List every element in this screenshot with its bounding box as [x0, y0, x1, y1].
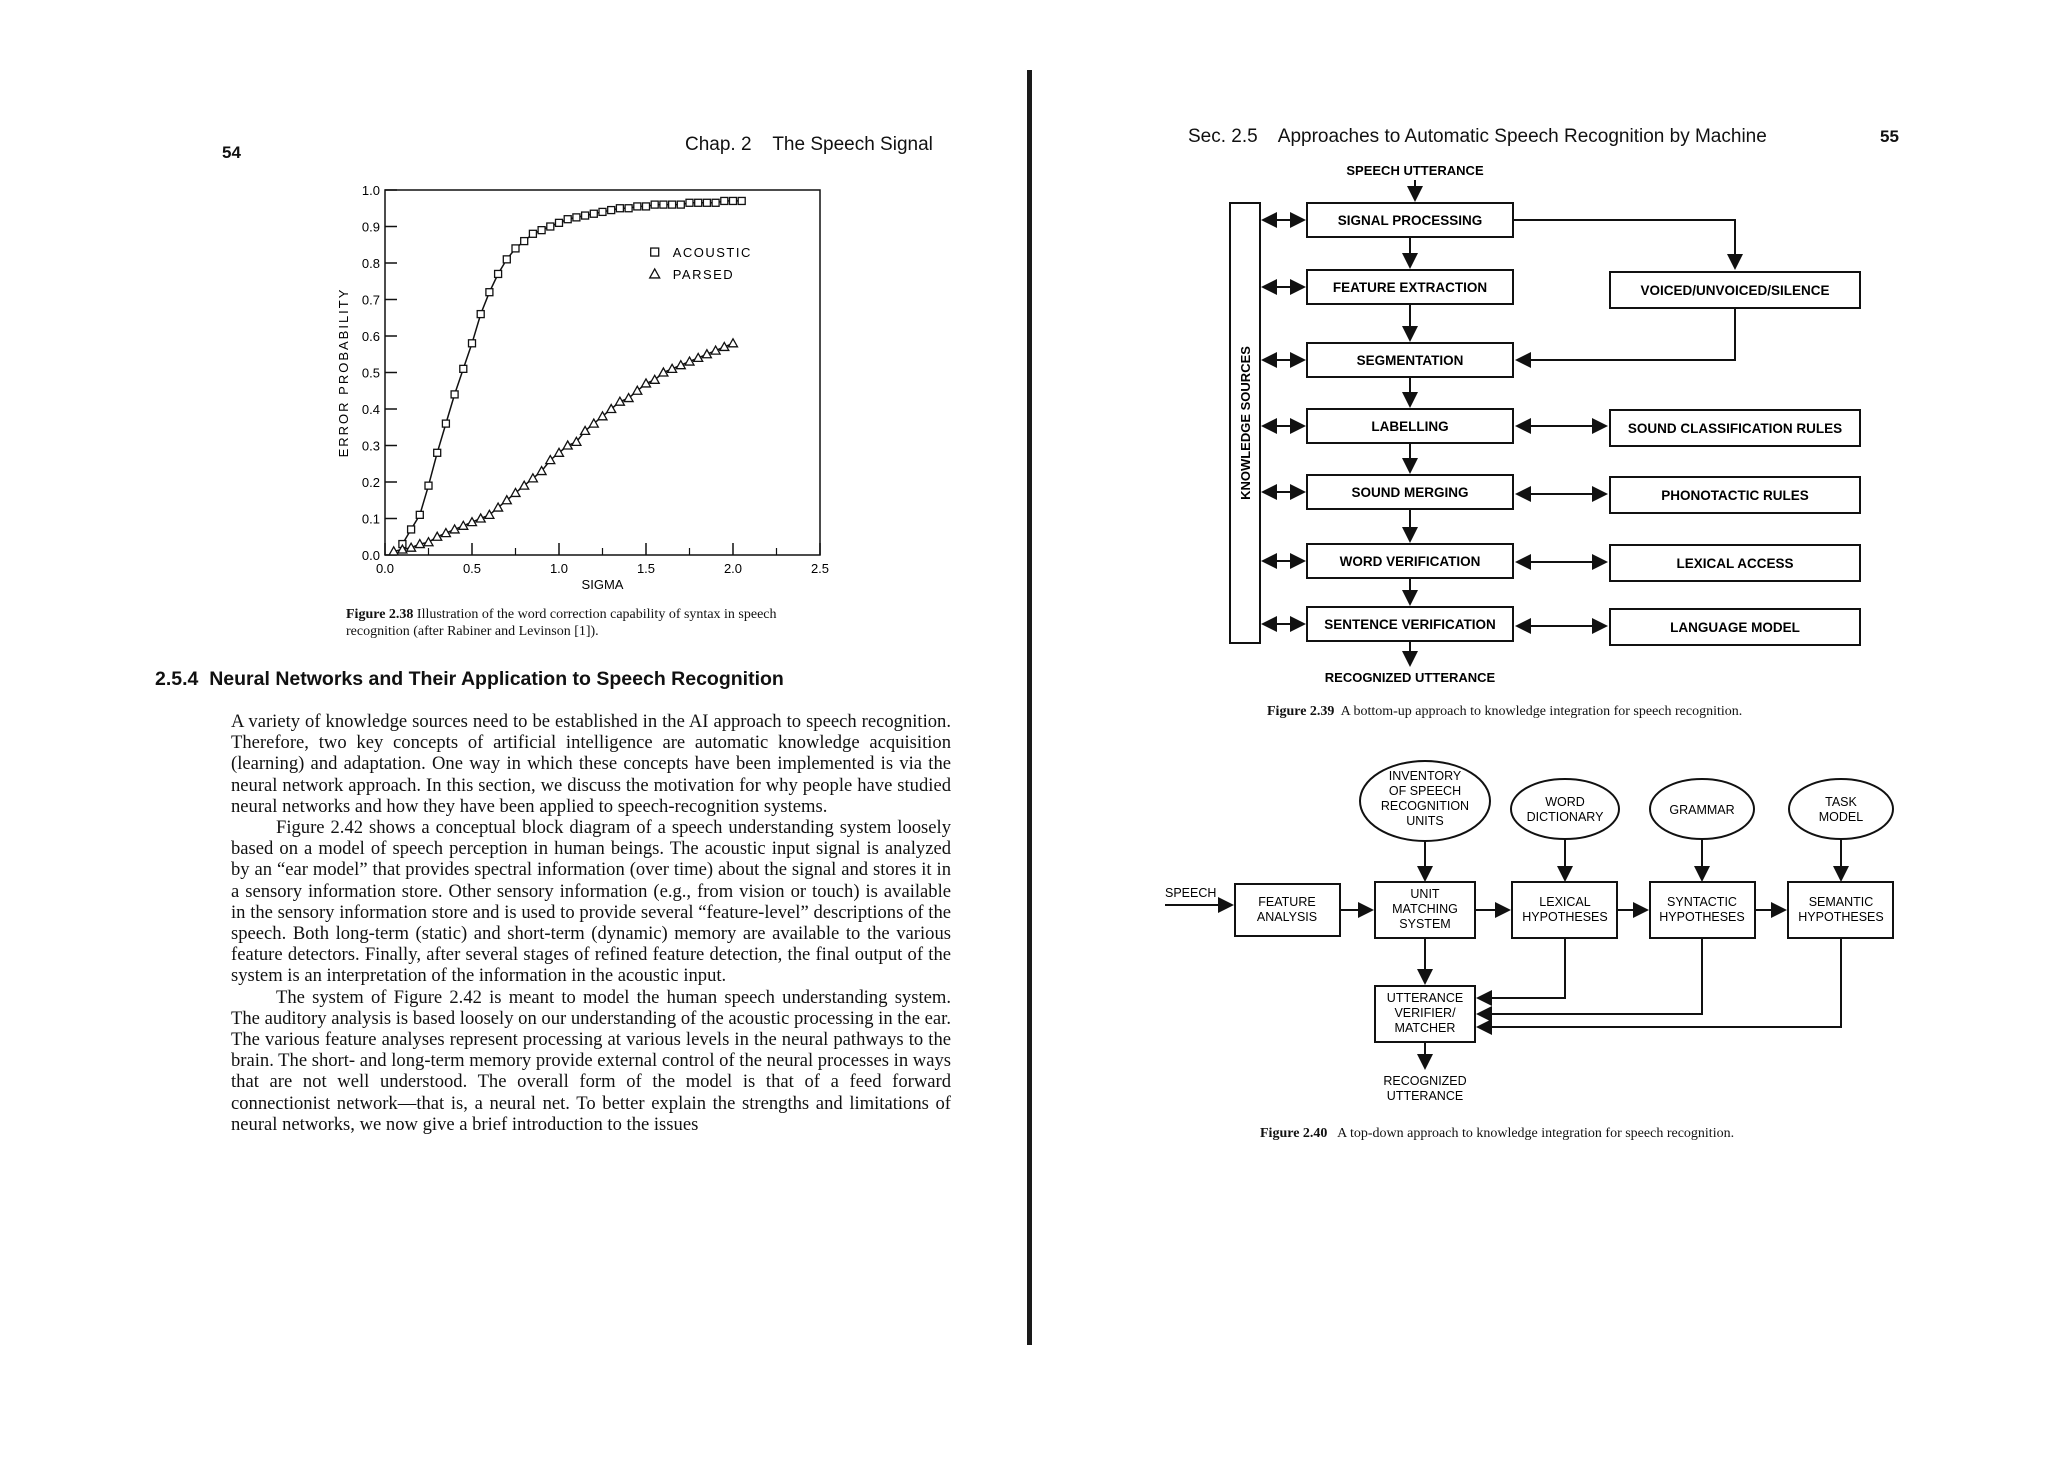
series-curve-parsed	[394, 343, 733, 551]
acoustic-point	[608, 207, 615, 214]
svg-text:FEATURE: FEATURE	[1258, 895, 1316, 909]
parsed-point	[468, 518, 477, 526]
acoustic-point	[703, 199, 710, 206]
acoustic-point	[634, 203, 641, 210]
oval-inventory-of-speech-units	[1360, 761, 1490, 841]
acoustic-point	[590, 210, 597, 217]
right-running-head: Sec. 2.5 Approaches to Automatic Speech Recognition by Machine	[1188, 126, 1767, 147]
acoustic-point	[651, 201, 658, 208]
oval-grammar	[1650, 779, 1754, 839]
acoustic-point	[486, 289, 493, 296]
parsed-point	[694, 353, 703, 361]
paragraph-1: A variety of knowledge sources need to be established in the AI approach to speech recognition. Therefore, two key concepts of artificial intelligence are automatic knowledge acquisition (learning) and adaptation. One way in which these concepts have been implemented is via the neural network approach. In this section, we discuss the motivation for why people have studied neural networks and how they have been applied to speech-recognition systems.	[231, 711, 951, 817]
book-spine	[1027, 70, 1032, 1345]
svg-text:FEATURE EXTRACTION: FEATURE EXTRACTION	[1332, 280, 1488, 295]
main-block-signal-processing	[1307, 203, 1513, 237]
figure-2-38-caption-label: Figure 2.38	[346, 607, 414, 622]
parsed-point	[441, 529, 450, 537]
oval-word-dictionary	[1511, 779, 1619, 839]
body-text	[231, 711, 951, 1135]
side-block-lexical-access	[1610, 545, 1860, 581]
left-running-head: Chap. 2 The Speech Signal	[685, 134, 933, 155]
acoustic-point	[529, 230, 536, 237]
acoustic-point	[416, 511, 423, 518]
svg-text:SOUND MERGING: SOUND MERGING	[1351, 485, 1469, 500]
figure-2-39-caption-label: Figure 2.39	[1267, 704, 1335, 719]
figure-2-40-caption-label: Figure 2.40	[1260, 1126, 1328, 1141]
y-axis-label: ERROR PROBABILITY	[336, 287, 351, 458]
svg-text:LABELLING: LABELLING	[1371, 419, 1449, 434]
acoustic-point	[442, 420, 449, 427]
recognized-utterance-output-line2: UTTERANCE	[1386, 1089, 1464, 1103]
left-page-number: 54	[222, 143, 241, 162]
block-unit-matching-system	[1375, 882, 1475, 938]
acoustic-point	[643, 203, 650, 210]
acoustic-point	[503, 256, 510, 263]
acoustic-point	[521, 238, 528, 245]
acoustic-point	[512, 245, 519, 252]
figure-2-38-chart	[330, 175, 830, 595]
figure-2-39-caption	[1267, 703, 1742, 720]
parsed-point	[729, 339, 738, 347]
side-block-sound-classification-rules	[1610, 410, 1860, 446]
figure-2-39-diagram	[1220, 160, 1880, 700]
acoustic-point	[738, 197, 745, 204]
y-tick-label: 0.3	[361, 438, 380, 454]
main-block-sound-merging	[1307, 475, 1513, 509]
main-block-sentence-verification	[1307, 607, 1513, 641]
acoustic-point	[556, 219, 563, 226]
acoustic-point	[573, 214, 580, 221]
acoustic-point	[460, 365, 467, 372]
svg-text:VOICED/UNVOICED/SILENCE: VOICED/UNVOICED/SILENCE	[1640, 283, 1830, 298]
acoustic-point	[686, 199, 693, 206]
y-tick-label: 0.7	[361, 292, 380, 308]
parsed-point	[424, 538, 433, 546]
svg-text:UNITS: UNITS	[1406, 814, 1444, 828]
svg-text:SYSTEM: SYSTEM	[1399, 917, 1451, 931]
acoustic-point	[677, 201, 684, 208]
svg-text:UNIT: UNIT	[1410, 887, 1440, 901]
x-tick-label: 2.5	[810, 561, 830, 576]
oval-task-model	[1789, 779, 1893, 839]
y-tick-label: 0.6	[361, 329, 380, 344]
block-syntactic-hypotheses	[1650, 882, 1755, 938]
svg-text:UTTERANCE: UTTERANCE	[1386, 991, 1464, 1005]
chart-plot-area	[336, 183, 829, 592]
y-tick-label: 0.8	[361, 256, 380, 271]
svg-text:SYNTACTIC: SYNTACTIC	[1667, 895, 1737, 909]
x-axis-label: SIGMA	[581, 577, 624, 592]
svg-text:MATCHER: MATCHER	[1394, 1021, 1456, 1035]
x-tick-label: 0.5	[462, 561, 482, 576]
side-block-phonotactic-rules	[1610, 477, 1860, 513]
svg-text:HYPOTHESES: HYPOTHESES	[1798, 910, 1884, 924]
main-block-labelling	[1307, 409, 1513, 443]
side-block-language-model	[1610, 609, 1860, 645]
y-tick-label: 1.0	[361, 183, 380, 198]
knowledge-sources-label: KNOWLEDGE SOURCES	[1238, 346, 1253, 500]
block-utterance-verifier-matcher	[1375, 986, 1475, 1042]
acoustic-point	[477, 311, 484, 318]
acoustic-point	[495, 270, 502, 277]
svg-text:RECOGNITION: RECOGNITION	[1380, 799, 1470, 813]
svg-text:SENTENCE VERIFICATION: SENTENCE VERIFICATION	[1324, 617, 1496, 632]
figure-2-38-caption	[346, 606, 826, 640]
svg-text:INVENTORY: INVENTORY	[1388, 769, 1462, 783]
block-semantic-hypotheses	[1788, 882, 1893, 938]
parsed-point	[450, 525, 459, 533]
x-tick-label: 1.5	[636, 561, 656, 576]
acoustic-point	[712, 199, 719, 206]
svg-text:TASK: TASK	[1825, 795, 1857, 809]
svg-text:SIGNAL PROCESSING: SIGNAL PROCESSING	[1337, 213, 1483, 228]
section-heading: 2.5.4 Neural Networks and Their Application to Speech Recognition	[155, 668, 784, 690]
svg-text:DICTIONARY: DICTIONARY	[1526, 810, 1604, 824]
y-tick-label: 0.1	[361, 511, 380, 527]
svg-text:ANALYSIS: ANALYSIS	[1256, 910, 1318, 924]
svg-text:PHONOTACTIC RULES: PHONOTACTIC RULES	[1661, 488, 1809, 503]
svg-text:SEMANTIC: SEMANTIC	[1808, 895, 1874, 909]
speech-utterance-label: SPEECH UTTERANCE	[1346, 163, 1484, 178]
acoustic-point	[625, 205, 632, 212]
x-tick-label: 2.0	[723, 561, 743, 576]
acoustic-point	[616, 205, 623, 212]
figure-2-40-caption-text: A top-down approach to knowledge integration for speech recognition.	[1337, 1126, 1735, 1141]
svg-text:WORD: WORD	[1545, 795, 1585, 809]
x-tick-label: 0.0	[375, 561, 395, 576]
right-page-number: 55	[1880, 127, 1899, 146]
acoustic-point	[669, 201, 676, 208]
figure-2-39-caption-text: A bottom-up approach to knowledge integration for speech recognition.	[1340, 704, 1743, 719]
paragraph-3: The system of Figure 2.42 is meant to model the human speech understanding system. The auditory analysis is based loosely on our understanding of the acoustic processing in the ear. The various feature analyses represent processing at various levels in the neural pathways to the brain. The short- and long-term memory provide external control of the neural processes in ways that are not well understood. The overall form of the model is that of a feed forward connectionist network—that is, a neural net. To better explain the strengths and limitations of neural networks, we now give a brief introduction to the issues	[231, 986, 951, 1135]
acoustic-point	[582, 212, 589, 219]
main-block-segmentation	[1307, 343, 1513, 377]
acoustic-point	[434, 449, 441, 456]
block-feature-analysis	[1235, 884, 1340, 936]
recognized-utterance-output-line1: RECOGNIZED	[1383, 1074, 1467, 1088]
svg-text:HYPOTHESES: HYPOTHESES	[1522, 910, 1608, 924]
y-tick-label: 0.0	[361, 548, 380, 563]
speech-input-label: SPEECH	[1165, 886, 1217, 900]
svg-text:SOUND CLASSIFICATION RULES: SOUND CLASSIFICATION RULES	[1627, 421, 1843, 436]
parsed-point	[459, 521, 468, 529]
figure-2-38-caption-text: Illustration of the word correction capability of syntax in speech recognition (after Rabiner and Levinson [1]).	[346, 607, 777, 639]
legend-acoustic-marker	[651, 248, 659, 256]
acoustic-point	[695, 199, 702, 206]
svg-text:HYPOTHESES: HYPOTHESES	[1659, 910, 1745, 924]
svg-text:WORD VERIFICATION: WORD VERIFICATION	[1339, 554, 1481, 569]
svg-text:LEXICAL: LEXICAL	[1539, 895, 1591, 909]
figure-2-40-diagram	[1160, 758, 1920, 1118]
y-tick-label: 0.4	[361, 402, 380, 417]
chart-frame	[385, 190, 820, 555]
parsed-point	[685, 357, 694, 365]
acoustic-point	[538, 227, 545, 234]
recognized-utterance-label: RECOGNIZED UTTERANCE	[1324, 670, 1496, 685]
svg-text:SEGMENTATION: SEGMENTATION	[1356, 353, 1464, 368]
acoustic-point	[451, 391, 458, 398]
paragraph-2: Figure 2.42 shows a conceptual block diagram of a speech understanding system loosely based on a model of speech perception in human beings. The acoustic input signal is analyzed by an “ear model” that provides spectral information (over time) about the signal and stores it in a sensory information store. Other sensory information (e.g., from vision or touch) is available in the sensory information store and is used to provide several “feature-level” descriptions of the speech. Both long-term (static) and short-term (dynamic) memory are available to the various feature detectors. Finally, after several stages of refined feature detection, the final output of the system is an interpretation of the information in the acoustic input.	[231, 817, 951, 987]
acoustic-point	[547, 223, 554, 230]
svg-text:MODEL: MODEL	[1818, 810, 1864, 824]
acoustic-point	[660, 201, 667, 208]
acoustic-point	[425, 482, 432, 489]
legend-parsed-label: PARSED	[672, 266, 735, 282]
svg-text:LEXICAL ACCESS: LEXICAL ACCESS	[1676, 556, 1794, 571]
parsed-point	[702, 350, 711, 358]
acoustic-point	[730, 197, 737, 204]
legend-acoustic-label: ACOUSTIC	[672, 245, 752, 261]
svg-text:OF SPEECH: OF SPEECH	[1388, 784, 1462, 798]
svg-text:LANGUAGE MODEL: LANGUAGE MODEL	[1670, 620, 1800, 635]
acoustic-point	[721, 197, 728, 204]
x-tick-label: 1.0	[549, 561, 569, 576]
y-tick-label: 0.9	[361, 219, 380, 235]
svg-text:GRAMMAR: GRAMMAR	[1669, 803, 1735, 817]
y-tick-label: 0.2	[361, 475, 380, 490]
y-tick-label: 0.5	[361, 365, 380, 381]
main-block-feature-extraction	[1307, 270, 1513, 304]
side-block-voiced-unvoiced-silence	[1610, 272, 1860, 308]
svg-text:MATCHING: MATCHING	[1392, 902, 1458, 916]
block-lexical-hypotheses	[1512, 882, 1617, 938]
acoustic-point	[564, 216, 571, 223]
legend-parsed-marker	[650, 269, 660, 278]
parsed-point	[676, 361, 685, 369]
figure-2-40-caption	[1260, 1125, 1734, 1142]
svg-text:VERIFIER/: VERIFIER/	[1394, 1006, 1456, 1020]
acoustic-point	[408, 526, 415, 533]
parsed-point	[668, 364, 677, 372]
acoustic-point	[469, 340, 476, 347]
acoustic-point	[599, 208, 606, 215]
main-block-word-verification	[1307, 544, 1513, 578]
parsed-point	[659, 368, 668, 376]
